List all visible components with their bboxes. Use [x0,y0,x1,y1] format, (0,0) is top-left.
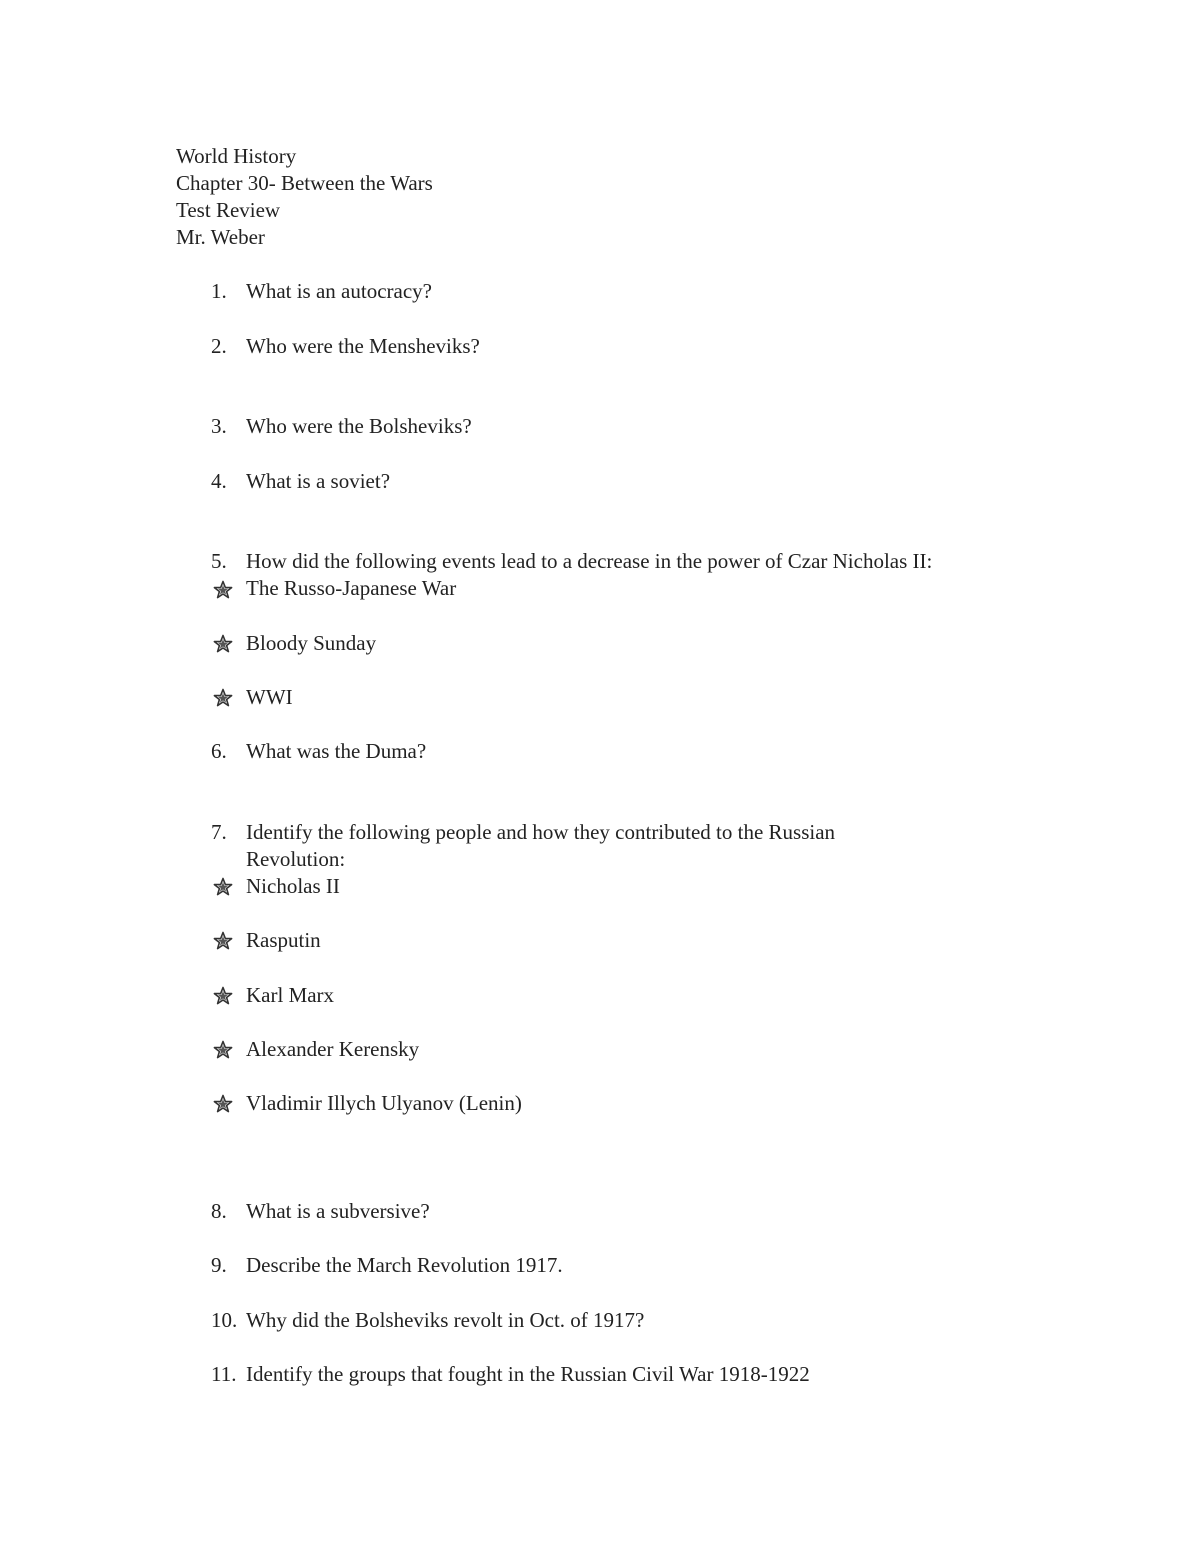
bullet-item: Bloody Sunday [246,631,377,655]
course-title: World History [176,144,297,168]
document-type: Test Review [176,198,281,222]
bullet-item: Vladimir Illych Ulyanov (Lenin) [246,1091,522,1115]
question-text: Describe the March Revolution 1917. [246,1253,563,1277]
star-icon [213,986,233,1006]
question-number: 5. [211,549,227,573]
question-number: 6. [211,739,227,763]
question-text: Identify the groups that fought in the Russian Civil War 1918-1922 [246,1362,810,1386]
chapter-title: Chapter 30- Between the Wars [176,171,433,195]
star-icon [213,1094,233,1114]
question-text: Identify the following people and how they contributed to the Russian [246,820,836,844]
question-text: What was the Duma? [246,739,427,763]
question-number: 9. [211,1253,227,1277]
bullet-item: Alexander Kerensky [246,1037,420,1061]
question-text: What is a subversive? [246,1199,430,1223]
question-text-continued: Revolution: [246,847,346,871]
bullet-item: WWI [246,685,293,709]
question-number: 8. [211,1199,227,1223]
bullet-item: Nicholas II [246,874,340,898]
bullet-item: The Russo-Japanese War [246,576,457,600]
question-number: 4. [211,469,227,493]
question-text: What is an autocracy? [246,279,432,303]
question-number: 7. [211,820,227,844]
question-text: How did the following events lead to a decrease in the power of Czar Nicholas II: [246,549,933,573]
question-text: Who were the Mensheviks? [246,334,480,358]
star-icon [213,931,233,951]
star-icon [213,580,233,600]
teacher-name: Mr. Weber [176,225,265,249]
question-number: 10. [211,1308,238,1332]
question-text: Why did the Bolsheviks revolt in Oct. of 1917? [246,1308,645,1332]
question-number: 1. [211,279,227,303]
star-icon [213,877,233,897]
question-number: 2. [211,334,227,358]
question-text: Who were the Bolsheviks? [246,414,472,438]
star-icon [213,1040,233,1060]
bullet-item: Rasputin [246,928,321,952]
question-text: What is a soviet? [246,469,391,493]
star-icon [213,688,233,708]
star-icon [213,634,233,654]
question-number: 3. [211,414,227,438]
bullet-item: Karl Marx [246,983,335,1007]
question-number: 11. [211,1362,237,1386]
